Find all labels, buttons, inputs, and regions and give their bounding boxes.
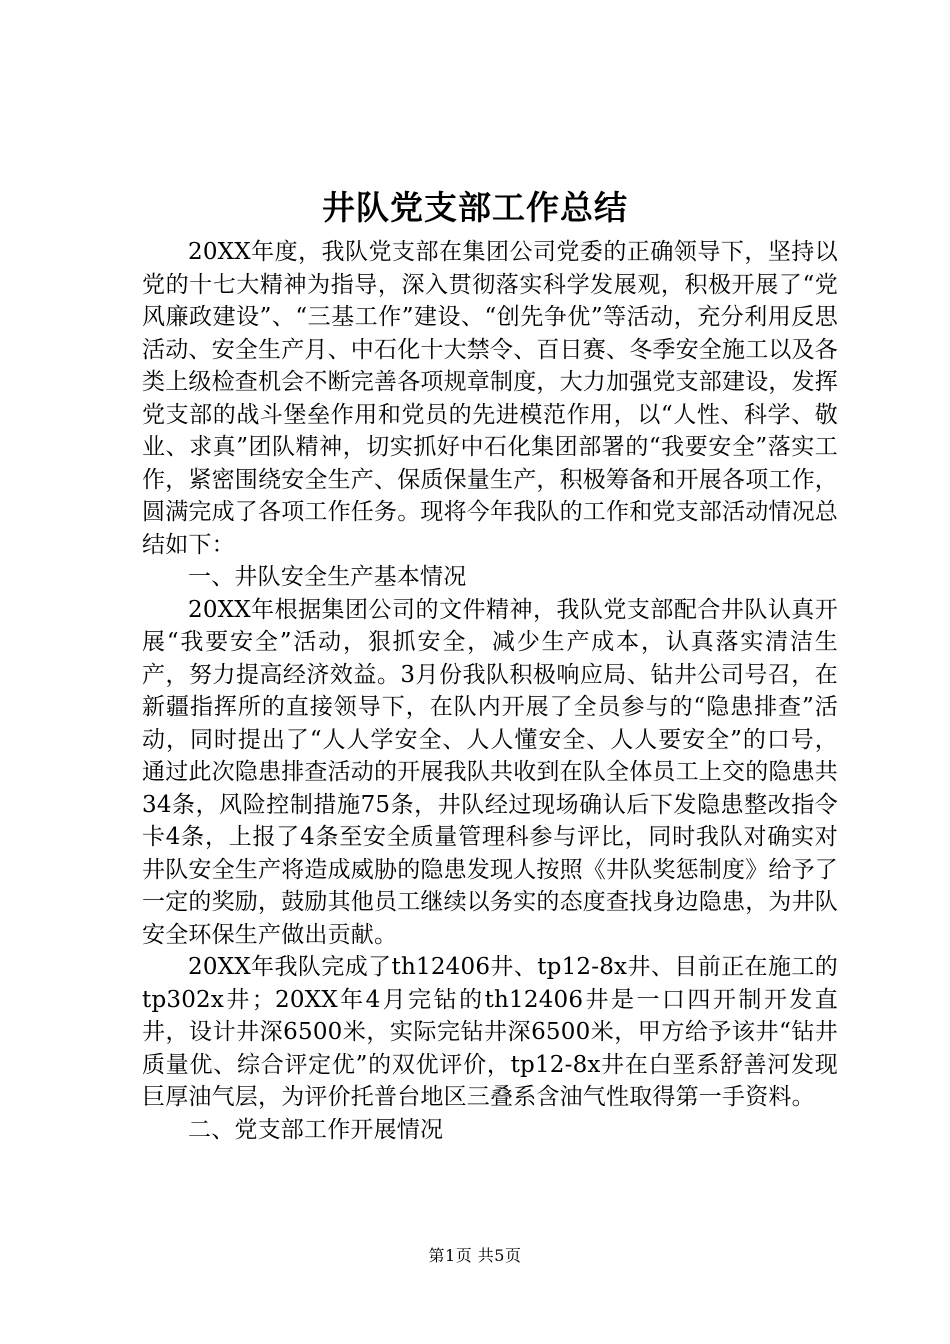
paragraph-wells: 20XX年我队完成了th12406井、tp12-8x井、目前正在施工的tp302x井；20XX年4月完钻的th12406井是一口四开制开发直井，设计井深6500米，实际完钻井深6500米，甲方给予该井“钻井质量优、综合评定优”的双优评价，tp12-8x井在白垩系舒善河发现巨厚油气层，为评价托普台地区三叠系含油气性取得第一手资料。 [142,954,838,1110]
paragraph-intro: 20XX年度，我队党支部在集团公司党委的正确领导下，坚持以党的十七大精神为指导，深入贯彻落实科学发展观，积极开展了“党风廉政建设”、“三基工作”建设、“创先争优”等活动，充分利用反思活动、安全生产月、中石化十大禁令、百日赛、冬季安全施工以及各类上级检查机会不断完善各项规章制度，大力加强党支部建设，发挥党支部的战斗堡垒作用和党员的先进模范作用，以“人性、科学、敬业、求真”团队精神，切实抓好中石化集团部署的“我要安全”落实工作，紧密围绕安全生产、保质保量生产，积极筹备和开展各项工作，圆满完成了各项工作任务。现将今年我队的工作和党支部活动情况总结如下： [142,239,838,558]
section-heading-2: 二、党支部工作开展情况 [188,1116,444,1143]
document-body [142,236,838,1146]
paragraph-safety: 20XX年根据集团公司的文件精神，我队党支部配合井队认真开展“我要安全”活动，狠抓安全，减少生产成本，认真落实清洁生产，努力提高经济效益。3月份我队积极响应局、钻井公司号召，在新疆指挥所的直接领导下，在队内开展了全员参与的“隐患排查”活动，同时提出了“人人学安全、人人懂安全、人人要安全”的口号，通过此次隐患排查活动的开展我队共收到在队全体员工上交的隐患共34条，风险控制措施75条，井队经过现场确认后下发隐患整改指令卡4条，上报了4条至安全质量管理科参与评比，同时我队对确实对井队安全生产将造成威胁的隐患发现人按照《井队奖惩制度》给予了一定的奖励，鼓励其他员工继续以务实的态度查找身边隐患，为井队安全环保生产做出贡献。 [142,596,838,948]
section-heading-1: 一、井队安全生产基本情况 [188,564,467,590]
page-number: 第1页 共5页 [428,1246,522,1265]
document-title: 井队党支部工作总结 [322,188,628,227]
